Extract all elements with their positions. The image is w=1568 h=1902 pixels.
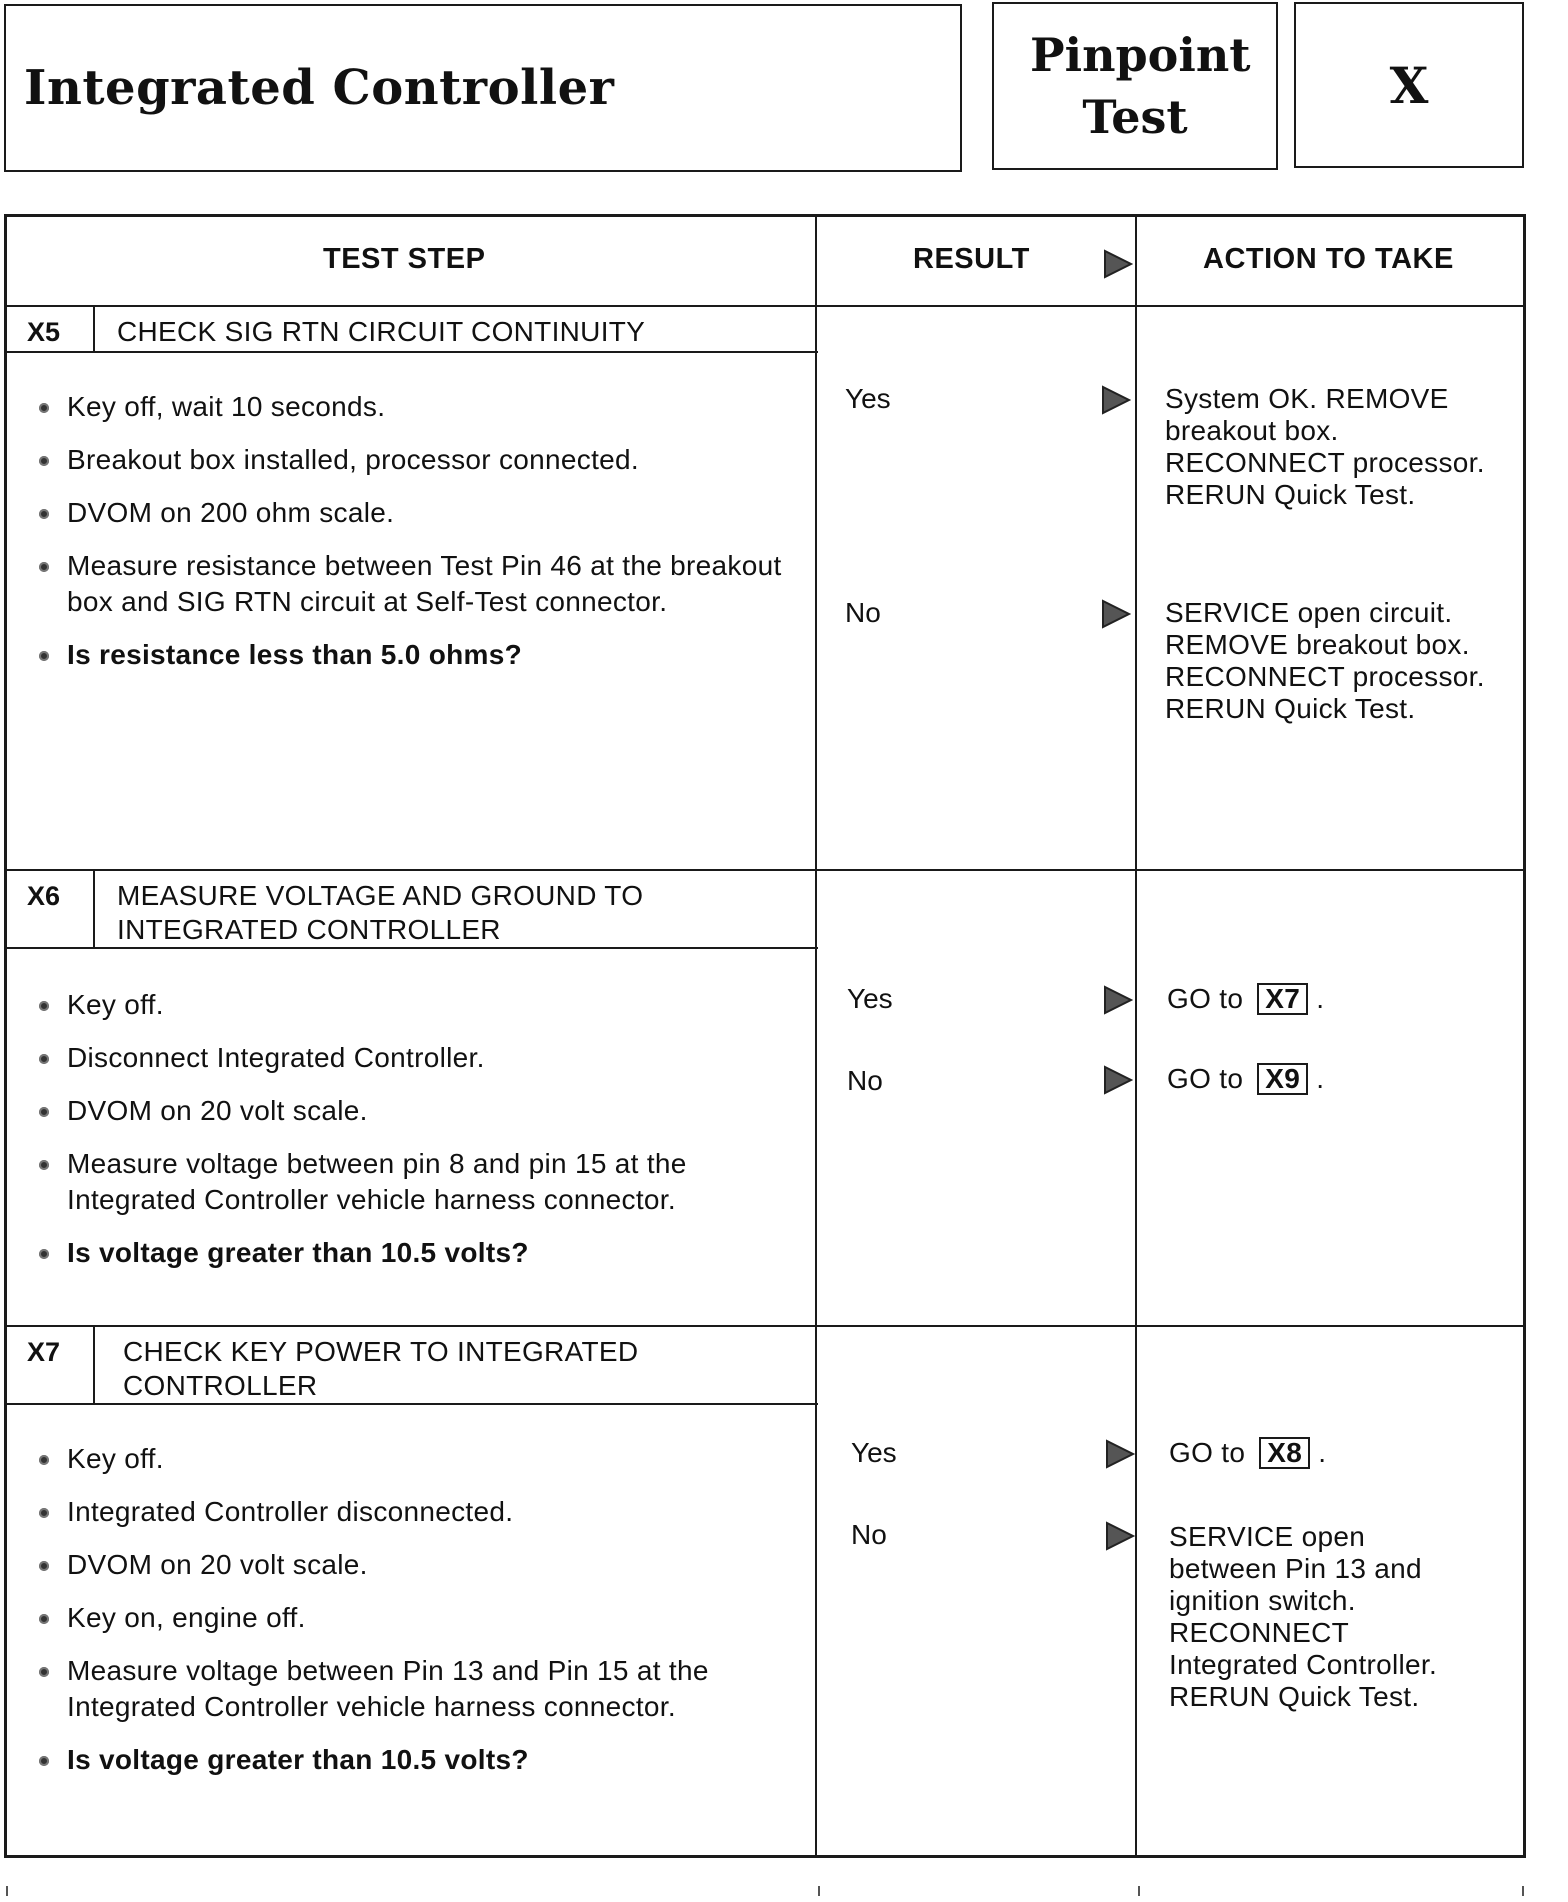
instruction-item: DVOM on 20 volt scale. xyxy=(37,1093,797,1129)
instruction-item: Breakout box installed, processor connected. xyxy=(37,442,797,478)
step-instructions-x5 xyxy=(37,389,797,690)
arrow-icon xyxy=(1101,385,1131,415)
result-yes-x6: Yes xyxy=(847,983,893,1014)
step-instructions-x6 xyxy=(37,987,797,1288)
column-header-action: ACTION TO TAKE xyxy=(1203,243,1454,275)
pinpoint-test-table xyxy=(4,214,1526,1858)
action-no-x7: SERVICE open between Pin 13 and ignition switch. RECONNECT Integrated Controller. RERUN Quick Test. xyxy=(1169,1521,1438,1712)
step-id-x7: X7 xyxy=(7,1327,95,1403)
step-title-bar-x5 xyxy=(7,307,818,353)
instruction-item: Key off, wait 10 seconds. xyxy=(37,389,797,425)
result-no-x6: No xyxy=(847,1065,883,1096)
step-title-x5: CHECK SIG RTN CIRCUIT CONTINUITY xyxy=(117,316,646,347)
scan-tick-mark xyxy=(6,1886,8,1896)
result-no-x7: No xyxy=(851,1519,887,1550)
instruction-item: Key off. xyxy=(37,1441,797,1477)
action-no-x6 xyxy=(1167,1063,1324,1095)
goto-step-x7-link[interactable]: X7 xyxy=(1257,983,1308,1015)
action-text: GO to xyxy=(1167,1063,1244,1094)
action-yes-x6 xyxy=(1167,983,1324,1015)
step-title-bar-x6 xyxy=(7,871,818,949)
action-yes-x7 xyxy=(1169,1437,1326,1469)
instruction-item: Key off. xyxy=(37,987,797,1023)
action-text: GO to xyxy=(1167,983,1244,1014)
scan-tick-mark xyxy=(1138,1886,1140,1896)
goto-step-x8-link[interactable]: X8 xyxy=(1259,1437,1310,1469)
column-header-test-step: TEST STEP xyxy=(323,243,486,275)
result-no-x5: No xyxy=(845,597,881,628)
column-divider-action xyxy=(1135,217,1137,1855)
instruction-question: Is resistance less than 5.0 ohms? xyxy=(37,637,797,673)
test-letter: X xyxy=(1389,55,1429,115)
pinpoint-test-box xyxy=(992,2,1278,170)
step-title-x7: CHECK KEY POWER TO INTEGRATED CONTROLLER xyxy=(123,1336,639,1401)
step-instructions-x7 xyxy=(37,1441,797,1795)
step-title-bar-x7 xyxy=(7,1327,818,1405)
result-yes-x5: Yes xyxy=(845,383,891,414)
step-title-x6: MEASURE VOLTAGE AND GROUND TO INTEGRATED CONTROLLER xyxy=(117,880,644,945)
arrow-icon xyxy=(1101,599,1131,629)
title-box xyxy=(4,4,962,172)
test-letter-box xyxy=(1294,2,1524,168)
action-no-x5: SERVICE open circuit. REMOVE breakout box. RECONNECT processor. RERUN Quick Test. xyxy=(1165,597,1485,724)
pinpoint-test-label xyxy=(1030,24,1251,148)
instruction-item: Integrated Controller disconnected. xyxy=(37,1494,797,1530)
action-text: GO to xyxy=(1169,1437,1246,1468)
scan-tick-mark xyxy=(818,1886,820,1896)
instruction-item: Measure voltage between pin 8 and pin 15 at the Integrated Controller vehicle harness connector. xyxy=(37,1146,797,1218)
action-suffix: . xyxy=(1318,1437,1327,1468)
scan-tick-mark xyxy=(1522,1886,1524,1896)
result-arrow-icon xyxy=(1103,249,1133,279)
action-suffix: . xyxy=(1316,1063,1325,1094)
document-title: Integrated Controller xyxy=(24,60,615,116)
action-suffix: . xyxy=(1316,983,1325,1014)
pinpoint-line-2: Test xyxy=(1082,90,1188,144)
arrow-icon xyxy=(1105,1439,1135,1469)
pinpoint-line-1: Pinpoint xyxy=(1030,28,1251,82)
goto-step-x9-link[interactable]: X9 xyxy=(1257,1063,1308,1095)
instruction-question: Is voltage greater than 10.5 volts? xyxy=(37,1742,797,1778)
instruction-item: Disconnect Integrated Controller. xyxy=(37,1040,797,1076)
instruction-item: Measure resistance between Test Pin 46 at the breakout box and SIG RTN circuit at Self-Test connector. xyxy=(37,548,797,620)
step-id-x5: X5 xyxy=(7,307,95,351)
instruction-item: Measure voltage between Pin 13 and Pin 15 at the Integrated Controller vehicle harness connector. xyxy=(37,1653,797,1725)
column-divider-result xyxy=(815,217,817,1855)
action-yes-x5: System OK. REMOVE breakout box. RECONNECT processor. RERUN Quick Test. xyxy=(1165,383,1485,510)
arrow-icon xyxy=(1105,1521,1135,1551)
instruction-question: Is voltage greater than 10.5 volts? xyxy=(37,1235,797,1271)
instruction-item: DVOM on 200 ohm scale. xyxy=(37,495,797,531)
instruction-item: Key on, engine off. xyxy=(37,1600,797,1636)
column-header-result: RESULT xyxy=(913,243,1030,275)
arrow-icon xyxy=(1103,985,1133,1015)
step-id-x6: X6 xyxy=(7,871,95,947)
arrow-icon xyxy=(1103,1065,1133,1095)
instruction-item: DVOM on 20 volt scale. xyxy=(37,1547,797,1583)
result-yes-x7: Yes xyxy=(851,1437,897,1468)
